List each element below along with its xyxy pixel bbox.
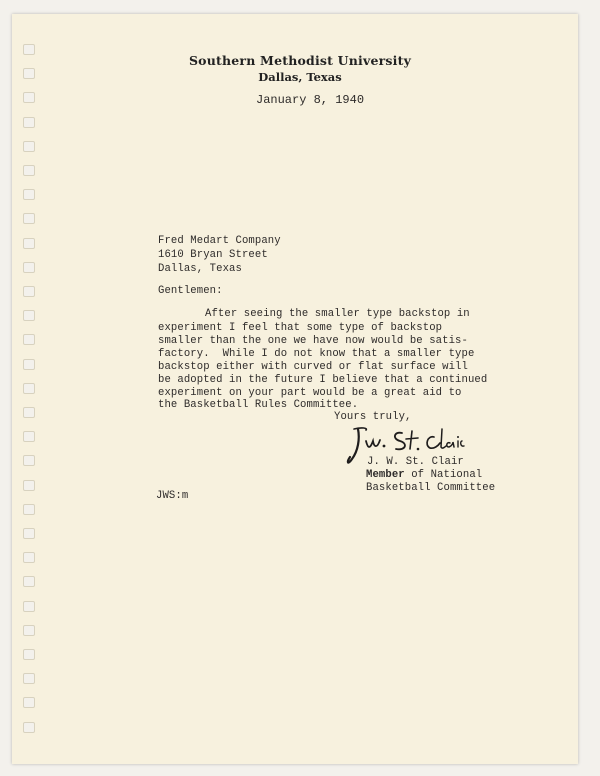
binder-hole (23, 625, 35, 636)
binder-hole (23, 92, 35, 103)
binder-hole (23, 649, 35, 660)
binder-holes (23, 44, 37, 744)
binder-hole (23, 117, 35, 128)
salutation: Gentlemen: (158, 285, 223, 297)
binder-hole (23, 455, 35, 466)
signer-name: J. W. St. Clair (367, 456, 464, 468)
binder-hole (23, 601, 35, 612)
binder-hole (23, 480, 35, 491)
signer-title-member: Member (366, 469, 405, 481)
binder-hole (23, 383, 35, 394)
binder-hole (23, 359, 35, 370)
recipient-city: Dallas, Texas (158, 263, 242, 275)
letter-date: January 8, 1940 (256, 93, 365, 107)
binder-hole (23, 407, 35, 418)
body-line: experiment I feel that some type of backstop (158, 322, 443, 334)
letterhead-institution: Southern Methodist University (188, 53, 412, 68)
signer-title (366, 469, 482, 481)
binder-hole (23, 576, 35, 587)
closing: Yours truly, (334, 411, 412, 423)
body-line: smaller than the one we have now would be satis- (158, 335, 468, 347)
binder-hole (23, 552, 35, 563)
binder-hole (23, 722, 35, 733)
recipient-street: 1610 Bryan Street (158, 249, 268, 261)
body-line: be adopted in the future I believe that a continued (158, 374, 488, 386)
binder-hole (23, 286, 35, 297)
body-line: backstop either with curved or flat surface will (158, 361, 468, 373)
body-line: experiment on your part would be a great aid to (158, 387, 462, 399)
signer-committee: Basketball Committee (366, 482, 496, 494)
reference-initials: JWS:m (156, 490, 189, 502)
binder-hole (23, 189, 35, 200)
letterhead-city: Dallas, Texas (258, 70, 342, 84)
binder-hole (23, 528, 35, 539)
body-line: After seeing the smaller type backstop in (205, 308, 470, 320)
binder-hole (23, 262, 35, 273)
body-line: factory. While I do not know that a smaller type (158, 348, 475, 360)
binder-hole (23, 213, 35, 224)
body-line: the Basketball Rules Committee. (158, 399, 359, 411)
signer-title-rest: of National (404, 469, 483, 481)
binder-hole (23, 697, 35, 708)
binder-hole (23, 334, 35, 345)
binder-hole (23, 673, 35, 684)
binder-hole (23, 238, 35, 249)
binder-hole (23, 165, 35, 176)
recipient-name: Fred Medart Company (158, 235, 281, 247)
binder-hole (23, 504, 35, 515)
binder-hole (23, 431, 35, 442)
binder-hole (23, 310, 35, 321)
binder-hole (23, 141, 35, 152)
